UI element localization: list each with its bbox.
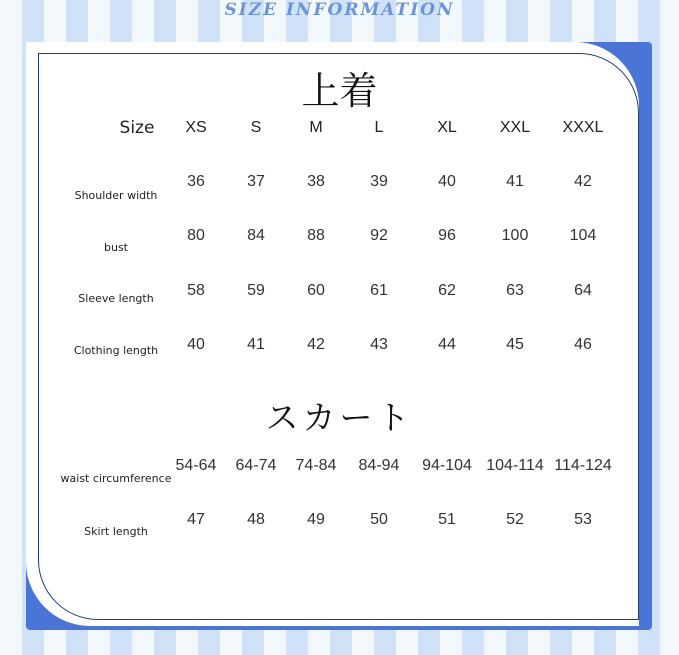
size-header-l: L xyxy=(374,119,384,136)
table-cell: 50 xyxy=(370,511,388,528)
table-cell: 54-64 xyxy=(175,457,217,474)
size-header-s: S xyxy=(250,119,262,136)
table-cell: 61 xyxy=(370,282,388,299)
row-label: waist circumference xyxy=(60,472,172,485)
table-cell: 62 xyxy=(438,282,456,299)
row-label: Shoulder width xyxy=(74,189,158,202)
table-cell: 88 xyxy=(307,227,325,244)
table-cell: 92 xyxy=(370,227,388,244)
table-cell: 39 xyxy=(370,173,388,190)
table-cell: 84 xyxy=(247,227,265,244)
size-header-xxxl: XXXL xyxy=(562,119,604,136)
table-cell: 114-124 xyxy=(554,457,612,474)
table-cell: 42 xyxy=(574,173,592,190)
top-section-title: 上着 xyxy=(301,69,378,113)
table-cell: 47 xyxy=(187,511,205,528)
row-label: Sleeve length xyxy=(78,292,154,305)
skirt-section-title: スカート xyxy=(265,398,414,437)
table-cell: 64-74 xyxy=(235,457,277,474)
row-label: Skirt length xyxy=(84,525,148,538)
size-header-xl: XL xyxy=(437,119,457,136)
size-header-label: Size xyxy=(119,118,155,138)
table-cell: 44 xyxy=(438,336,456,353)
table-cell: 80 xyxy=(187,227,205,244)
size-header-m: M xyxy=(309,119,323,136)
table-cell: 41 xyxy=(506,173,524,190)
table-cell: 53 xyxy=(574,511,592,528)
table-cell: 84-94 xyxy=(358,457,400,474)
table-cell: 36 xyxy=(187,173,205,190)
table-cell: 40 xyxy=(187,336,205,353)
table-cell: 40 xyxy=(438,173,456,190)
table-cell: 48 xyxy=(247,511,265,528)
table-cell: 63 xyxy=(506,282,524,299)
table-cell: 64 xyxy=(574,282,592,299)
table-cell: 100 xyxy=(501,227,529,244)
table-cell: 41 xyxy=(247,336,265,353)
table-cell: 74-84 xyxy=(295,457,337,474)
banner-title: SIZE INFORMATION xyxy=(224,0,455,20)
table-cell: 104-114 xyxy=(486,457,544,474)
size-header-xs: XS xyxy=(185,119,207,136)
table-cell: 37 xyxy=(247,173,265,190)
table-cell: 51 xyxy=(438,511,456,528)
table-cell: 104 xyxy=(569,227,597,244)
row-label: bust xyxy=(104,241,128,254)
table-cell: 43 xyxy=(370,336,388,353)
table-cell: 60 xyxy=(307,282,325,299)
table-cell: 96 xyxy=(438,227,456,244)
row-label: Clothing length xyxy=(73,344,159,357)
table-cell: 52 xyxy=(506,511,524,528)
table-cell: 59 xyxy=(247,282,265,299)
size-header-xxl: XXL xyxy=(499,119,531,136)
table-cell: 58 xyxy=(187,282,205,299)
table-cell: 46 xyxy=(574,336,592,353)
table-cell: 45 xyxy=(506,336,524,353)
table-cell: 94-104 xyxy=(422,457,472,474)
table-cell: 42 xyxy=(307,336,325,353)
table-cell: 38 xyxy=(307,173,325,190)
table-cell: 49 xyxy=(307,511,325,528)
